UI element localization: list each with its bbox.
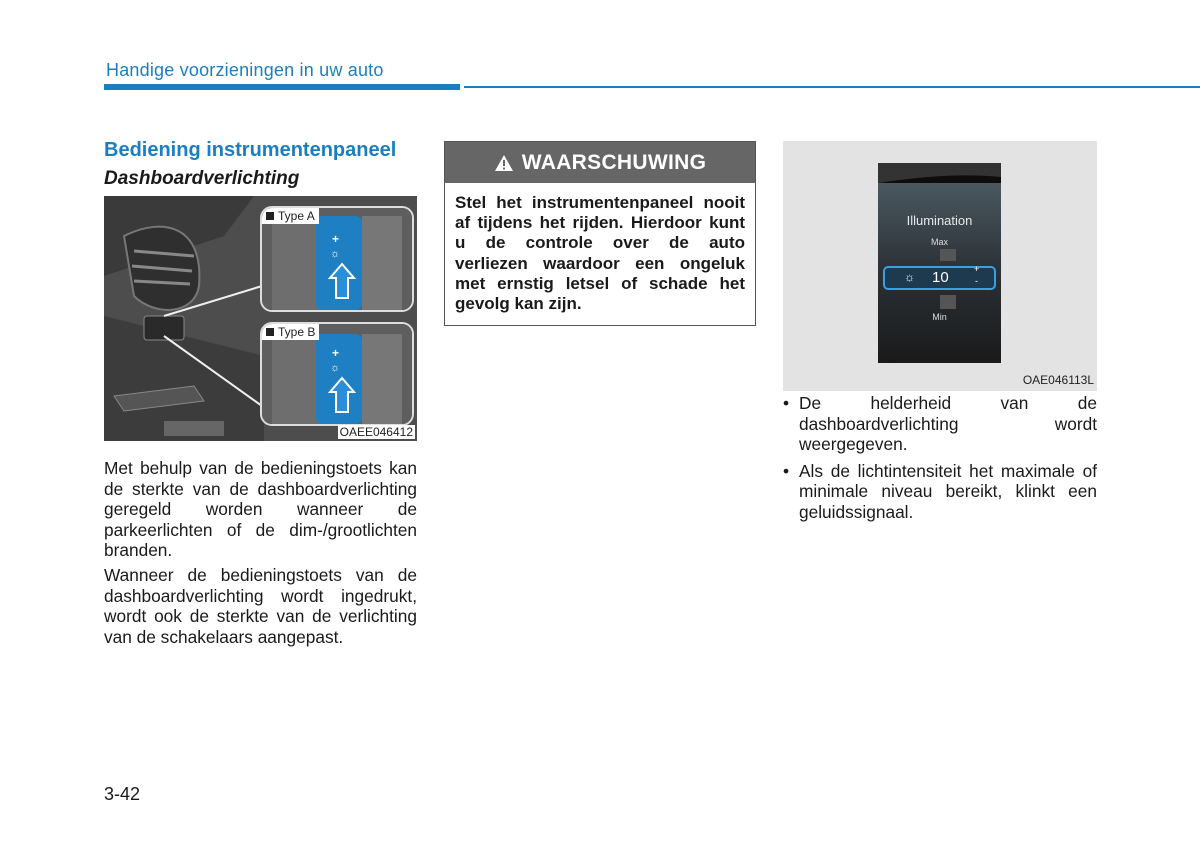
level-minus-symbol: - [975,276,978,286]
cluster-display-illustration [783,141,1097,391]
square-bullet-icon [266,212,274,220]
type-a-illumination-icon: ☼ [330,248,341,260]
dashboard-switch-illustration [104,196,417,441]
illumination-icon: ☼ [904,270,915,284]
warning-box [444,141,756,326]
type-b-illumination-icon: ☼ [330,362,341,374]
header-rule-thin [464,86,1200,88]
bullet-symbol: • [783,460,790,481]
type-b-inset [260,322,414,426]
warning-text: Stel het instrumentenpaneel nooit af tijdens het rijden. Hierdoor kunt u de controle over de auto verliezen waardoor een ongeluk met ernstig letsel of schade het gevolg kan zijn. [455,193,745,314]
warning-title: WAARSCHUWING [521,150,707,174]
bullet-list [783,393,1097,528]
paragraph-2: Wanneer de bedieningstoets van de dashboardverlichting wordt ingedrukt, wordt ook de sterkte van de verlichting van de schakelaars aangepast. [104,565,417,647]
min-label: Min [932,312,947,322]
left-figure-code: OAEE046412 [339,425,413,439]
type-a-plus-symbol: + [332,232,340,246]
warning-triangle-icon [494,154,514,172]
running-header: Handige voorzieningen in uw auto [106,60,384,80]
type-b-label: Type B [278,325,316,339]
list-item [783,393,1097,455]
cluster-screen [878,163,1001,363]
type-b-tag [262,324,319,340]
bullet-text: Als de lichtintensiteit het maximale of minimale niveau bereikt, klinkt een geluidssignaal. [799,460,1097,522]
level-plus-symbol: + [974,264,980,274]
bullet-symbol: • [783,393,790,413]
right-figure-code: OAE046113L [1022,373,1094,387]
paragraph-1: Met behulp van de bedieningstoets kan de sterkte van de dashboardverlichting geregeld worden wanneer de parkeerlichten of de dim-/grootlichten branden. [104,458,417,560]
list-item [783,461,1097,523]
type-a-tag [262,208,319,224]
subsection-title: Dashboardverlichting [104,168,300,189]
header-rule-thick [104,84,460,90]
illumination-level: 10 [932,269,949,286]
screen-title: Illumination [906,213,973,228]
max-label: Max [930,237,948,247]
type-a-inset [260,206,414,312]
type-b-plus-symbol: + [332,346,340,360]
bullet-text: De helderheid van de dashboardverlichting wordt weergegeven. [799,393,1097,454]
warning-header [445,142,755,183]
type-a-label: Type A [278,209,315,223]
page-number: 3-42 [104,784,141,804]
square-bullet-icon [266,328,274,336]
section-title: Bediening instrumentenpaneel [104,139,397,161]
cluster-screen-image [878,163,1001,363]
